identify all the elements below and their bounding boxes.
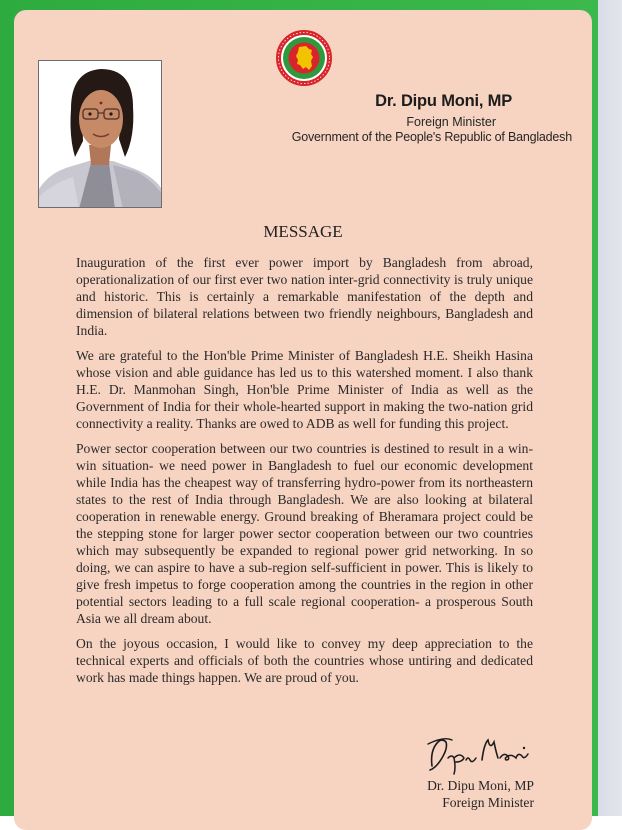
message-paragraph: We are grateful to the Hon'ble Prime Minister of Bangladesh H.E. Sheikh Hasina whose vision and able guidance has led us to this watershed moment. I also thank H.E. Dr. Manmohan Singh, Hon'ble Prime Minister of India as well as the Government of India for their whole-hearted support in making the two-nation grid connectivity a reality. Thanks are owed to ADB as well for funding this project. xyxy=(76,348,533,431)
minister-title: Foreign Minister xyxy=(406,115,496,129)
message-heading: MESSAGE xyxy=(263,222,343,241)
minister-name: Dr. Dipu Moni, MP xyxy=(375,92,512,110)
government-name: Government of the People's Republic of Bangladesh xyxy=(291,130,572,144)
message-paragraph: On the joyous occasion, I would like to convey my deep appreciation to the technical experts and officials of both the countries whose untiring and dedicated work has made things happen. We are proud of you. xyxy=(76,636,533,685)
signatory-title: Foreign Minister xyxy=(442,795,534,810)
signatory-name: Dr. Dipu Moni, MP xyxy=(427,778,534,793)
message-paragraph: Power sector cooperation between our two countries is destined to result in a win-win situation- we need power in Bangladesh to fuel our economic development while India has the cheapest way of transferring hydro-power from its northeastern states to the rest of India through Bangladesh. We are also looking at bilateral cooperation in renewable energy. Ground breaking of Bheramara project could be the stepping stone for larger power sector cooperation between our two countries which may subsequently be expanded to regional power grid networking. In so doing, we can aspire to have a sub-region self-sufficient in power. This is likely to give fresh impetus to forge cooperation among the countries in the region in other potential sectors leading to a full scale regional cooperation- a prosperous South Asia we all dream about. xyxy=(76,441,533,626)
minister-portrait xyxy=(38,60,162,208)
message-paragraph: Inauguration of the first ever power import by Bangladesh from abroad, operationalization of our first ever two nation inter-grid connectivity is truly unique and historic. This is certainly a remarkable manifestation of the depth and dimension of bilateral relations between two friendly neighbours, Bangladesh and India. xyxy=(76,255,533,338)
message-body xyxy=(76,254,533,694)
government-seal-icon xyxy=(276,30,332,86)
handwritten-signature xyxy=(424,728,534,776)
